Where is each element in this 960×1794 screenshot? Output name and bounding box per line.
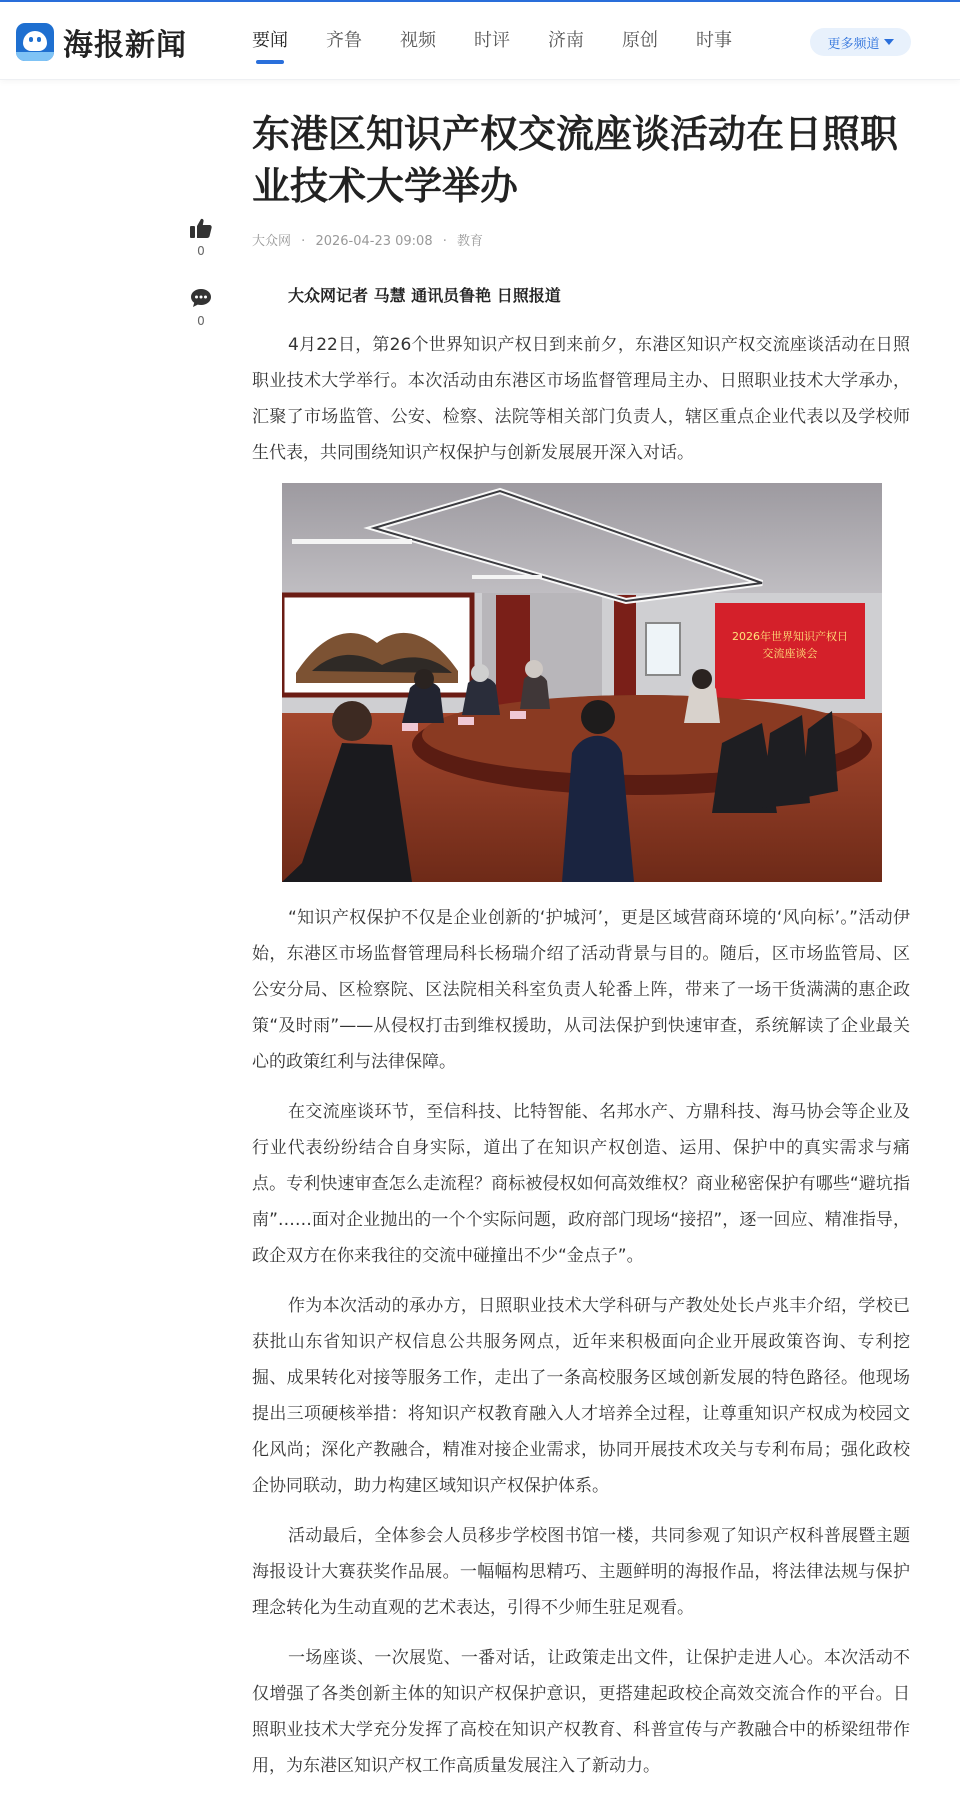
nav-item-video[interactable]: 视频: [400, 30, 436, 51]
thumbs-up-icon: [178, 218, 224, 238]
more-channels-label: 更多频道: [827, 36, 880, 52]
article-meta: [252, 230, 910, 249]
article-paragraph: 活动最后，全体参会人员移步学校图书馆一楼，共同参观了知识产权科普展暨主题海报设计大赛获奖作品展。一幅幅构思精巧、主题鲜明的海报作品，将法律法规与保护理念转化为生动直观的艺术表达，引得不少师生驻足观看。: [252, 1526, 910, 1618]
article-photo: [282, 483, 882, 882]
screen-text-line1: 2026年世界知识产权日: [732, 630, 848, 643]
like-button[interactable]: [178, 218, 224, 258]
side-actions: [178, 218, 224, 328]
nav-item-qilu[interactable]: 齐鲁: [326, 30, 362, 51]
nav-item-commentary[interactable]: 时评: [474, 30, 510, 51]
article-paragraph: 4月22日，第26个世界知识产权日到来前夕，东港区知识产权交流座谈活动在日照职业技术大学举行。本次活动由东港区市场监督管理局主办、日照职业技术大学承办，汇聚了市场监管、公安、检察、法院等相关部门负责人，辖区重点企业代表以及学校师生代表，共同围绕知识产权保护与创新发展展开深入对话。: [252, 335, 910, 463]
screen-text-line2: 交流座谈会: [762, 647, 818, 660]
logo-text: 海报新闻: [63, 28, 187, 63]
article-paragraph: “知识产权保护不仅是企业创新的‘护城河’，更是区域营商环境的‘风向标’。”活动伊始，东港区市场监督管理局科长杨瑞介绍了活动背景与目的。随后，区市场监管局、区公安分局、区检察院、区法院相关科室负责人轮番上阵，带来了一场干货满满的惠企政策“及时雨”——从侵权打击到维权援助，从司法保护到快速审查，系统解读了企业最关心的政策红利与法律保障。: [252, 908, 910, 1072]
seal-logo-icon: [16, 23, 54, 61]
article-paragraph: 作为本次活动的承办方，日照职业技术大学科研与产教处处长卢兆丰介绍，学校已获批山东省知识产权信息公共服务网点，近年来积极面向企业开展政策咨询、专利挖掘、成果转化对接等服务工作，走出了一条高校服务区域创新发展的特色路径。他现场提出三项硬核举措：将知识产权教育融入人才培养全过程，让尊重知识产权成为校园文化风尚；深化产教融合，精准对接企业需求，协同开展技术攻关与专利布局；强化政校企协同联动，助力构建区域知识产权保护体系。: [252, 1296, 910, 1496]
article: [252, 108, 910, 1784]
site-header: [0, 2, 960, 80]
article-source[interactable]: 大众网: [252, 234, 292, 249]
nav-item-jinan[interactable]: 济南: [548, 30, 584, 51]
caret-down-icon: [884, 39, 894, 45]
channel-nav: [252, 28, 770, 54]
meta-separator: ·: [442, 234, 447, 249]
comment-count: 0: [197, 314, 205, 328]
article-category[interactable]: 教育: [457, 234, 484, 249]
article-byline: 大众网记者 马慧 通讯员鲁艳 日照报道: [288, 286, 561, 305]
meta-separator: ·: [301, 234, 306, 249]
nav-item-yaowen[interactable]: 要闻: [252, 28, 288, 54]
nav-item-current-affairs[interactable]: 时事: [696, 30, 732, 51]
article-paragraph: 在交流座谈环节，至信科技、比特智能、名邦水产、方鼎科技、海马协会等企业及行业代表纷纷结合自身实际，道出了在知识产权创造、运用、保护中的真实需求与痛点。专利快速审查怎么走流程？商标被侵权如何高效维权？商业秘密保护有哪些“避坑指南”……面对企业抛出的一个个实际问题，政府部门现场“接招”，逐一回应、精准指导，政企双方在你来我往的交流中碰撞出不少“金点子”。: [252, 1102, 910, 1266]
article-paragraph: 一场座谈、一次展览、一番对话，让政策走出文件，让保护走进人心。本次活动不仅增强了各类创新主体的知识产权保护意识，更搭建起政校企高效交流合作的平台。日照职业技术大学充分发挥了高校在知识产权教育、科普宣传与产教融合中的桥梁纽带作用，为东港区知识产权工作高质量发展注入了新动力。: [252, 1648, 910, 1776]
article-title: 东港区知识产权交流座谈活动在日照职业技术大学举办: [252, 112, 899, 208]
like-count: 0: [197, 244, 205, 258]
article-datetime: 2026-04-23 09:08: [315, 234, 433, 249]
nav-item-original[interactable]: 原创: [622, 30, 658, 51]
more-channels-button[interactable]: [810, 28, 911, 56]
site-logo[interactable]: [16, 22, 187, 62]
comment-icon: [178, 288, 224, 308]
comment-button[interactable]: [178, 288, 224, 328]
